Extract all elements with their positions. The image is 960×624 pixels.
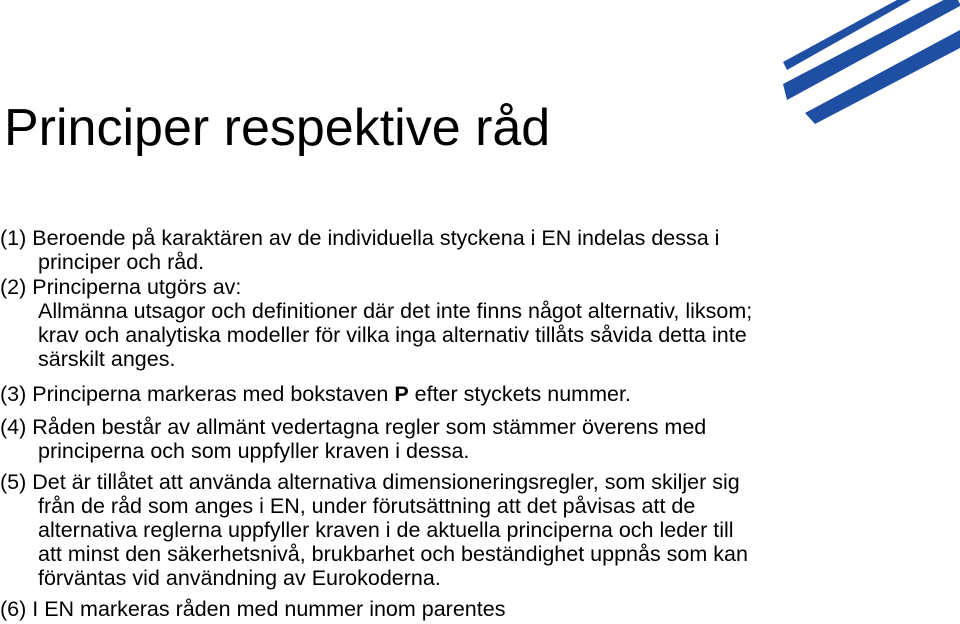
paragraph-4-line-1: (4) Råden består av allmänt vedertagna regler som stämmer överens med (0, 415, 707, 439)
paragraph-4-line-2: principerna och som uppfyller kraven i dessa. (38, 439, 470, 463)
paragraph-3 (0, 382, 940, 406)
paragraph-2-line-2: Allmänna utsagor och definitioner där det inte finns något alternativ, liksom; (38, 299, 753, 323)
paragraph-1-line-1: (1) Beroende på karaktären av de individuella styckena i EN indelas dessa i (0, 226, 720, 250)
paragraph-5-line-1: (5) Det är tillåtet att använda alternativa dimensioneringsregler, som skiljer sig (0, 470, 740, 494)
paragraph-2 (0, 275, 940, 371)
paragraph-5-line-3: alternativa reglerna uppfyller kraven i de aktuella principerna och leder till (38, 518, 734, 542)
slide-title: Principer respektive råd (4, 99, 551, 157)
paragraph-5-line-4: att minst den säkerhetsnivå, brukbarhet och beständighet uppnås som kan (38, 542, 748, 566)
paragraph-2-line-1: (2) Principerna utgörs av: (0, 275, 242, 299)
paragraph-6 (0, 597, 940, 621)
paragraph-4 (0, 415, 940, 463)
paragraph-3-bold-letter: P (394, 382, 409, 406)
paragraph-1 (0, 226, 940, 274)
paragraph-3-text-after: efter styckets nummer. (408, 382, 631, 406)
paragraph-5-line-5: förväntas vid användning av Eurokoderna. (38, 566, 441, 590)
blue-diagonal-stripes-decoration (775, 0, 960, 125)
paragraph-1-line-2: principer och råd. (38, 250, 205, 274)
paragraph-2-line-4: särskilt anges. (38, 347, 176, 371)
paragraph-6-line-1: (6) I EN markeras råden med nummer inom parentes (0, 597, 506, 621)
paragraph-5-line-2: från de råd som anges i EN, under förutsättning att det påvisas att de (38, 494, 696, 518)
paragraph-3-line-1 (0, 382, 940, 406)
paragraph-3-text-before: (3) Principerna markeras med bokstaven (0, 382, 395, 406)
paragraph-2-line-3: krav och analytiska modeller för vilka inga alternativ tillåts såvida detta inte (38, 323, 747, 347)
paragraph-5 (0, 470, 940, 590)
